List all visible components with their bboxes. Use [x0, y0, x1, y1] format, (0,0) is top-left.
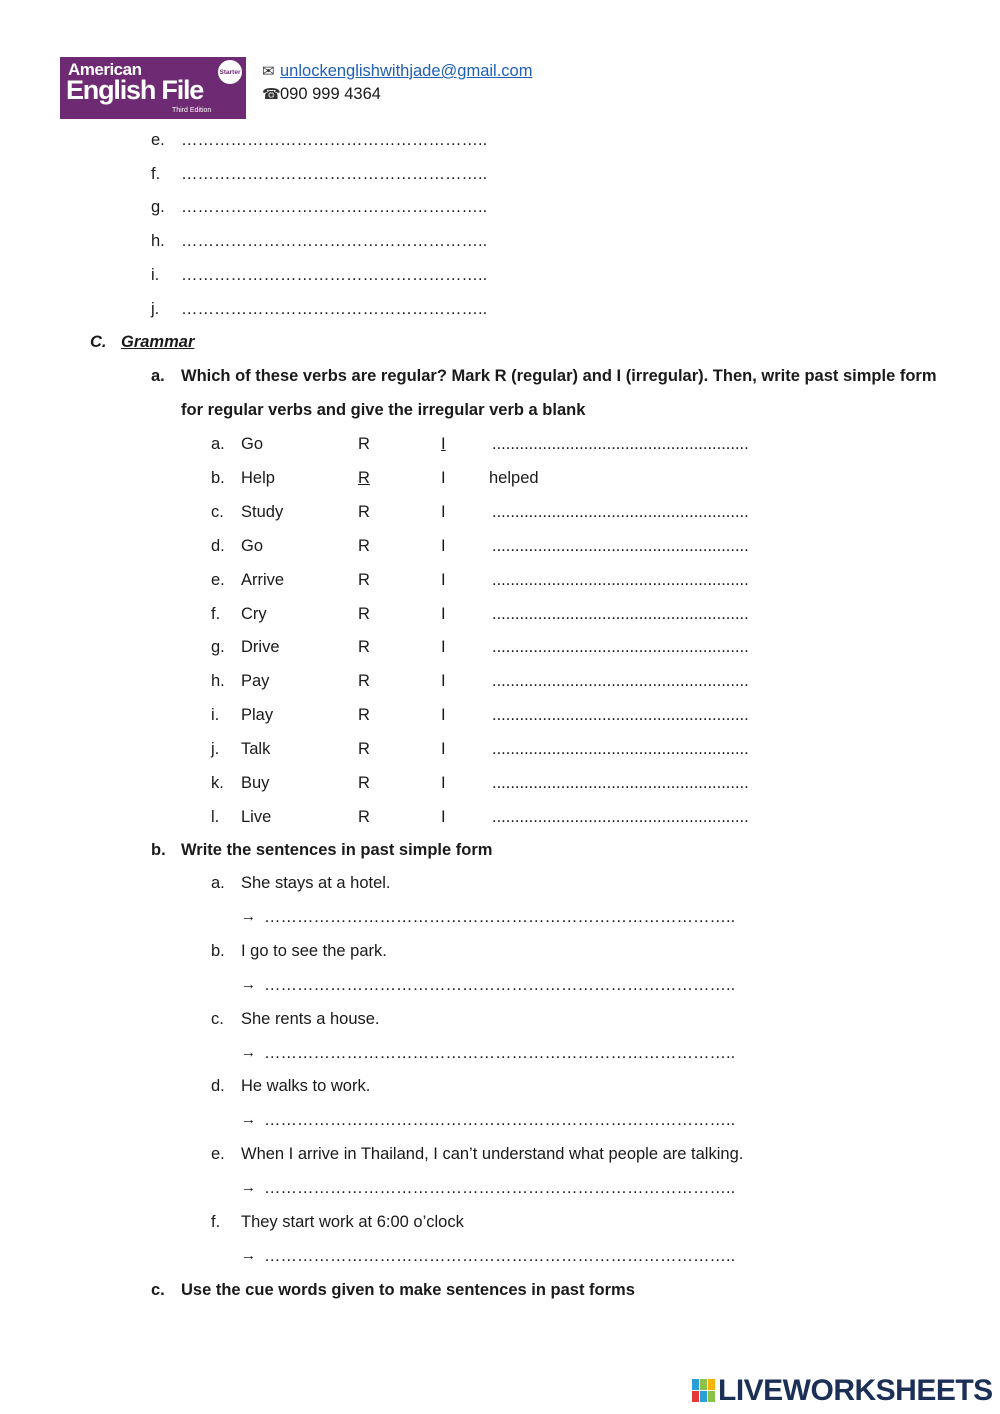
- arrow-right-icon: →: [241, 1179, 256, 1197]
- sentence-prompt: She stays at a hotel.: [241, 874, 391, 892]
- verb-item-r-option[interactable]: R: [358, 706, 370, 725]
- verb-item-letter: g.: [211, 638, 225, 657]
- verb-item-r-option[interactable]: R: [358, 740, 370, 759]
- answer-line-dots: ………………………………………………..: [181, 265, 488, 284]
- verb-item-i-option[interactable]: I: [441, 672, 446, 691]
- section-c-letter: C.: [90, 333, 107, 351]
- sentence-letter: b.: [211, 941, 225, 960]
- verb-item-i-option[interactable]: I: [441, 604, 446, 623]
- section-c-title: Grammar: [121, 333, 195, 351]
- verb-item-verb: Help: [241, 468, 275, 487]
- answer-line-dots: ………………………………………………..: [181, 232, 488, 251]
- verb-item-letter: l.: [211, 807, 220, 826]
- arrow-right-icon: →: [241, 1111, 256, 1129]
- verb-item-letter: h.: [211, 672, 225, 691]
- verb-item-verb: Play: [241, 706, 274, 725]
- answer-line-dots: ………………………………………………..: [181, 299, 488, 318]
- verb-item-answer[interactable]: ........................................................: [492, 502, 749, 521]
- verb-item-i-option[interactable]: I: [441, 468, 446, 487]
- verb-item-verb: Arrive: [241, 570, 285, 589]
- sentence-answer-line[interactable]: …………………………………………………………………………..: [264, 1111, 736, 1130]
- verb-item-i-option[interactable]: I: [441, 706, 446, 725]
- verb-item-answer[interactable]: ........................................................: [492, 740, 749, 759]
- sentence-answer-line[interactable]: …………………………………………………………………………..: [264, 908, 736, 926]
- answer-line-letter: e.: [151, 131, 165, 149]
- verb-item-answer[interactable]: ........................................................: [492, 672, 749, 691]
- verb-item-letter: i.: [211, 706, 220, 725]
- verb-item-i-option[interactable]: I: [441, 570, 446, 589]
- verb-item-answer[interactable]: helped: [489, 468, 539, 487]
- verb-item-r-option[interactable]: R: [358, 672, 370, 691]
- verb-item-r-option[interactable]: R: [358, 435, 370, 453]
- envelope-icon: ✉: [262, 63, 275, 80]
- sentence-answer-line[interactable]: …………………………………………………………………………..: [264, 1179, 736, 1198]
- verb-item-letter: j.: [211, 740, 220, 759]
- verb-item-letter: a.: [211, 435, 225, 453]
- email-row: [262, 62, 532, 81]
- answer-line-letter: h.: [151, 232, 165, 251]
- verb-item-answer[interactable]: ........................................................: [492, 638, 749, 657]
- sentence-letter: c.: [211, 1009, 224, 1028]
- logo-badge: Starter: [218, 60, 242, 84]
- part-a-letter: a.: [151, 367, 165, 385]
- email-link[interactable]: unlockenglishwithjade@gmail.com: [280, 62, 533, 80]
- sentence-prompt: She rents a house.: [241, 1009, 380, 1028]
- part-b-title: Write the sentences in past simple form: [181, 841, 493, 859]
- logo-edition: Third Edition: [172, 107, 212, 114]
- verb-item-verb: Study: [241, 502, 284, 521]
- liveworksheets-logo-icon: [692, 1379, 716, 1403]
- arrow-right-icon: →: [241, 975, 256, 993]
- liveworksheets-wordmark: LIVEWORKSHEETS: [718, 1374, 993, 1407]
- verb-item-r-option[interactable]: R: [358, 468, 370, 487]
- verb-item-letter: b.: [211, 468, 225, 487]
- sentence-prompt: I go to see the park.: [241, 941, 387, 960]
- phone-icon: ☎: [262, 86, 281, 103]
- verb-item-verb: Pay: [241, 672, 270, 691]
- verb-item-r-option[interactable]: R: [358, 604, 370, 623]
- sentence-prompt: They start work at 6:00 o’clock: [241, 1213, 464, 1231]
- part-a-instruction-line1: Which of these verbs are regular? Mark R (regular) and I (irregular). Then, write past simple form: [181, 367, 937, 385]
- verb-item-letter: k.: [211, 774, 224, 792]
- phone-number: 090 999 4364: [280, 85, 381, 103]
- verb-item-answer[interactable]: ........................................................: [492, 570, 749, 589]
- verb-item-answer[interactable]: ........................................................: [492, 774, 749, 792]
- phone-row: [262, 85, 381, 104]
- verb-item-i-option[interactable]: I: [441, 774, 446, 792]
- answer-line-letter: j.: [151, 299, 160, 318]
- verb-item-answer[interactable]: ........................................................: [492, 604, 749, 623]
- verb-item-answer[interactable]: ........................................................: [492, 706, 749, 725]
- answer-line-dots: ………………………………………………..: [181, 198, 488, 217]
- verb-item-verb: Go: [241, 435, 264, 453]
- sentence-answer-line[interactable]: …………………………………………………………………………..: [264, 1247, 736, 1265]
- logo-line1: American: [68, 60, 142, 79]
- sentence-letter: e.: [211, 1145, 225, 1164]
- verb-item-r-option[interactable]: R: [358, 570, 370, 589]
- verb-item-i-option[interactable]: I: [441, 638, 446, 657]
- verb-item-i-option[interactable]: I: [441, 435, 446, 453]
- answer-line-letter: g.: [151, 198, 165, 217]
- verb-item-verb: Cry: [241, 604, 267, 623]
- sentence-letter: a.: [211, 874, 225, 892]
- sentence-answer-line[interactable]: …………………………………………………………………………..: [264, 1043, 736, 1062]
- verb-item-i-option[interactable]: I: [441, 807, 446, 826]
- verb-item-r-option[interactable]: R: [358, 536, 370, 555]
- verb-item-letter: e.: [211, 570, 225, 589]
- sentence-prompt: He walks to work.: [241, 1077, 371, 1096]
- part-b-letter: b.: [151, 841, 166, 859]
- arrow-right-icon: →: [241, 1247, 256, 1264]
- answer-line-dots: ………………………………………………..: [181, 164, 488, 183]
- part-a-instruction-line2: for regular verbs and give the irregular verb a blank: [181, 401, 586, 419]
- verb-item-verb: Go: [241, 536, 264, 555]
- verb-item-answer[interactable]: ........................................................: [492, 807, 749, 826]
- sentence-prompt: When I arrive in Thailand, I can’t understand what people are talking.: [241, 1145, 744, 1164]
- arrow-right-icon: →: [241, 1043, 256, 1061]
- part-c-title: Use the cue words given to make sentences in past forms: [181, 1281, 635, 1299]
- sentence-letter: d.: [211, 1077, 225, 1096]
- answer-line-dots: ………………………………………………..: [181, 131, 488, 149]
- logo-line2: English File: [66, 75, 204, 105]
- verb-item-verb: Talk: [241, 740, 271, 759]
- verb-item-letter: f.: [211, 604, 221, 623]
- verb-item-i-option[interactable]: I: [441, 740, 446, 759]
- american-english-file-logo: [60, 57, 246, 119]
- answer-line-letter: i.: [151, 265, 160, 284]
- verb-item-letter: d.: [211, 536, 225, 555]
- verb-item-r-option[interactable]: R: [358, 774, 370, 792]
- arrow-right-icon: →: [241, 908, 256, 925]
- verb-item-verb: Buy: [241, 774, 270, 792]
- verb-item-i-option[interactable]: I: [441, 536, 446, 555]
- verb-item-letter: c.: [211, 502, 224, 521]
- sentence-letter: f.: [211, 1213, 221, 1231]
- verb-item-verb: Live: [241, 807, 272, 826]
- verb-item-r-option[interactable]: R: [358, 638, 370, 657]
- verb-item-i-option[interactable]: I: [441, 502, 446, 521]
- verb-item-answer[interactable]: ........................................................: [492, 536, 749, 555]
- answer-line-letter: f.: [151, 164, 161, 183]
- part-c-letter: c.: [151, 1281, 165, 1299]
- sentence-answer-line[interactable]: …………………………………………………………………………..: [264, 975, 736, 994]
- verb-item-r-option[interactable]: R: [358, 807, 370, 826]
- verb-item-verb: Drive: [241, 638, 280, 657]
- verb-item-answer[interactable]: ........................................................: [492, 435, 749, 453]
- verb-item-r-option[interactable]: R: [358, 502, 370, 521]
